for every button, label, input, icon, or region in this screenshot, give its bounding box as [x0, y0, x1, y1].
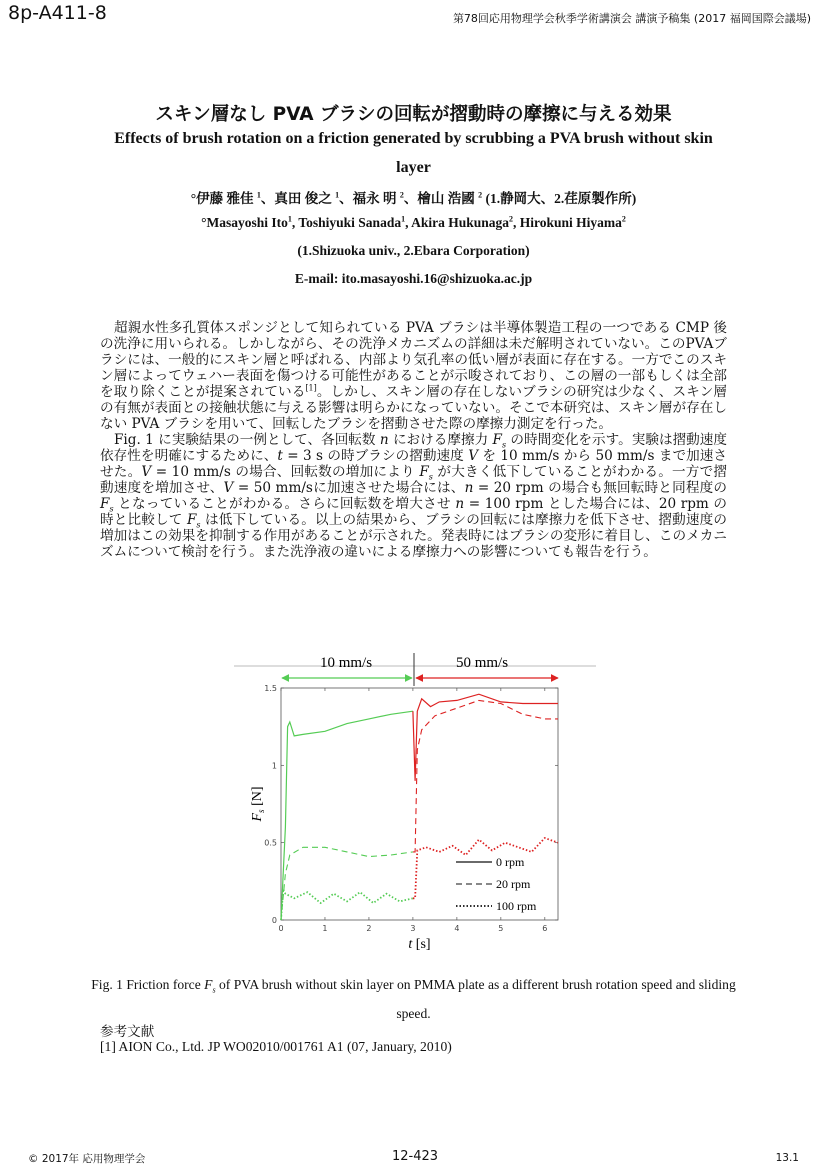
y-tick-label: 0.5 [264, 838, 277, 848]
x-tick-label: 1 [322, 924, 328, 933]
legend-label: 0 rpm [496, 855, 525, 869]
speed-label-right: 50 mm/s [455, 655, 509, 671]
figure-1 [234, 648, 596, 960]
title-english-line1: Effects of brush rotation on a friction generated by scrubbing a PVA brush without skin [114, 130, 713, 147]
x-tick-label: 4 [454, 924, 460, 933]
title-japanese: スキン層なし PVA ブラシの回転が摺動時の摩擦に与える効果 [155, 104, 672, 125]
abstract-body [100, 320, 727, 560]
series-0-before-line [281, 711, 413, 920]
affiliation: (1.Shizuoka univ., 2.Ebara Corporation) [297, 243, 530, 258]
x-tick-label: 3 [410, 924, 416, 933]
paragraph-1: 超親水性多孔質体スポンジとして知られている PVA ブラシは半導体製造工程の一つである CMP 後の洗浄に用いられる。しかしながら、その洗浄メカニズムの詳細は未だ解明されていない。このPVAブラシには、一般的にスキン層と呼ばれる、内部より気孔率の低い層が表面に存在する。一方でこのスキン層によってウェハー表面を傷つける可能性があることが示唆されており、この層の一部もしくは全部を取り除くことが提案されている[1]。しかし、スキン層の存在しないブラシの研究は少なく、スキン層の有無が表面との接触状態に与える影響は明らかになっていない。そこで本研究は、スキン層が存在しない PVA ブラシを用いて、回転したブラシを摺動させた際の摩擦力測定を行った。 [100, 320, 727, 432]
y-tick-label: 0 [271, 916, 277, 925]
footer-section: 13.1 [775, 1152, 799, 1164]
authors-japanese: °伊藤 雅佳 $^1$、真田 俊之 $^1$、福永 明 $^2$、檜山 浩國 $^2$ (1.静岡大、2.荏原製作所) [190, 190, 637, 206]
authors-english: °Masayoshi Ito$^1$, Toshiyuki Sanada$^1$, Akira Hukunaga$^2$, Hirokuni Hiyama$^2$ [201, 214, 626, 230]
x-tick-label: 0 [278, 924, 284, 933]
friction-chart [234, 648, 596, 960]
series-2-after-line [413, 838, 558, 898]
paper-id: 8p-A411-8 [8, 2, 107, 24]
y-tick-label: 1.5 [264, 684, 277, 693]
y-axis-label: $F_s$ [N] [250, 786, 266, 822]
y-tick-label: 1 [271, 761, 277, 771]
series-1-before-line [281, 847, 413, 920]
paragraph-2: Fig. 1 に実験結果の一例として、各回転数 n における摩擦力 $F_s$ の時間変化を示す。実験は摺動速度依存性を明確にするために、t = 3 s の時ブラシの摺動速度 V を 10 mm/s から 50 mm/s まで加速させた。V = 10 mm/s の場合、回転数の増加により $F_s$ が大きく低下していることがわかる。一方で摺動速度を増加させ、V = 50 mm/sに加速させた場合には、n = 20 rpm の場合も無回転時と同程度の $F_s$ となっていることがわかる。さらに回転数を増大させ n = 100 rpm とした場合には、20 rpm の時と比較して $F_s$ は低下している。以上の結果から、ブラシの回転には摩擦力を低下させ、摺動速度の増加はこの効果を抑制する作用があることが示された。発表時にはブラシの変形に着目し、このメカニズムについて検討を行う。また洗浄液の違いによる摩擦力への影響についても報告を行う。 [100, 432, 728, 560]
references-heading: 参考文献 [100, 1024, 155, 1040]
legend-label: 20 rpm [496, 877, 531, 891]
reference-item: [1] AION Co., Ltd. JP WO02010/001761 A1 (07, January, 2010) [100, 1039, 452, 1054]
footer-page-number: 12-423 [392, 1149, 439, 1164]
title-english-line2: layer [396, 159, 431, 176]
x-tick-label: 6 [542, 924, 548, 933]
footer-copyright: © 2017年 応用物理学会 [28, 1153, 146, 1165]
conference-header: 第78回応用物理学会秋季学術講演会 講演予稿集 (2017 福岡国際会議場) [452, 12, 811, 25]
series-1-after-line [413, 700, 558, 852]
legend-label: 100 rpm [496, 899, 537, 913]
x-axis-label: t [s] [408, 937, 431, 952]
email: E-mail: ito.masayoshi.16@shizuoka.ac.jp [294, 271, 533, 286]
series-2-before-line [281, 889, 413, 920]
speed-label-left: 10 mm/s [319, 655, 373, 671]
x-tick-label: 2 [366, 924, 372, 933]
x-tick-label: 5 [498, 924, 504, 933]
figure-caption: Fig. 1 Friction force $F_s$ of PVA brush without skin layer on PMMA plate as a different brush rotation speed and sliding speed. [91, 977, 736, 1021]
series-0-after-line [413, 694, 558, 781]
